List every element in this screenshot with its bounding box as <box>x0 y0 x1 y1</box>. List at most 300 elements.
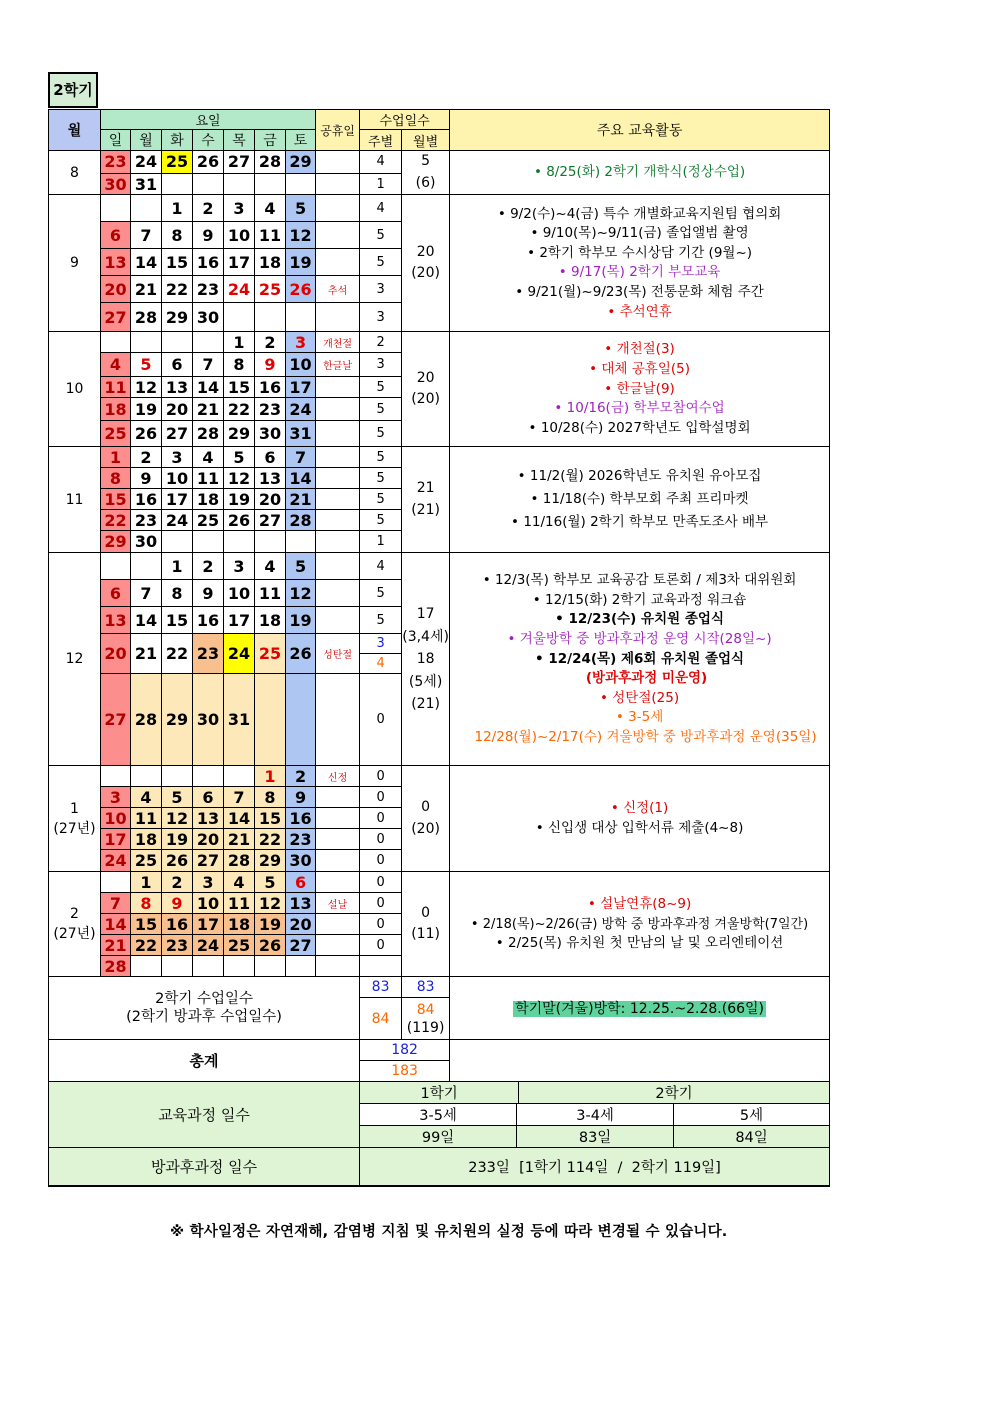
month-nov: 11 <box>49 447 101 553</box>
day-cell: 5 <box>255 872 286 893</box>
day-cell: 30 <box>101 173 131 195</box>
day-cell: 23 <box>193 276 224 303</box>
monthly-days-aug: 5 (6) <box>402 151 450 195</box>
day-cell: 9 <box>286 787 316 808</box>
holiday-label: 신정 <box>316 766 360 787</box>
day-cell: 16 <box>286 808 316 829</box>
day-cell: 26 <box>286 634 316 674</box>
day-cell: 9 <box>131 468 162 489</box>
activity-item: • 11/18(수) 학부모회 주최 프리마켓 <box>450 488 829 511</box>
activity-item: • 10/16(금) 학부모참여수업 <box>450 399 829 419</box>
header-tue: 화 <box>162 130 193 151</box>
header-weekday-group: 요일 <box>101 110 316 130</box>
day-cell: 20 <box>255 489 286 510</box>
day-cell: 8 <box>162 580 193 607</box>
day-cell: 21 <box>286 489 316 510</box>
day-cell: 7 <box>224 787 255 808</box>
weekly-days: 5 <box>360 222 402 249</box>
weekly-days: 4 <box>360 195 402 222</box>
day-cell: 15 <box>224 377 255 398</box>
day-cell: 7 <box>286 447 316 468</box>
day-cell: 1 <box>131 872 162 893</box>
day-cell: 12 <box>131 377 162 398</box>
weekly-days: 4 <box>360 553 402 580</box>
day-cell: 9 <box>162 893 193 914</box>
activity-item: • 9/21(월)~9/23(목) 전통문화 체험 주간 <box>450 283 829 303</box>
activity-item: • 개천절(3) <box>450 340 829 360</box>
day-cell: 4 <box>255 553 286 580</box>
day-cell: 3 <box>162 447 193 468</box>
monthly-days-feb: 0 (11) <box>402 872 450 977</box>
monthly-days-jan: 0 (20) <box>402 766 450 872</box>
day-cell: 2 <box>162 872 193 893</box>
day-cell: 22 <box>131 935 162 956</box>
day-cell: 8 <box>255 787 286 808</box>
weekly-days: 3 <box>360 303 402 332</box>
day-cell: 26 <box>131 421 162 447</box>
day-cell: 1 <box>101 447 131 468</box>
day-cell: 27 <box>162 421 193 447</box>
weekly-days: 1 <box>360 531 402 553</box>
day-cell: 16 <box>193 607 224 634</box>
day-cell: 26 <box>286 276 316 303</box>
weekly-days: 2 <box>360 332 402 353</box>
day-cell: 15 <box>162 249 193 276</box>
day-cell: 22 <box>162 634 193 674</box>
holiday-label: 추석 <box>316 276 360 303</box>
day-cell: 25 <box>131 850 162 872</box>
vacation-cell <box>450 977 830 1040</box>
total-b: 183 <box>360 1061 450 1082</box>
day-cell: 22 <box>224 398 255 421</box>
day-cell: 8 <box>101 468 131 489</box>
day-cell: 23 <box>162 935 193 956</box>
activity-item: • 겨울방학 중 방과후과정 운영 시작(28일~) <box>450 630 829 650</box>
day-cell: 22 <box>101 510 131 531</box>
weekly-days: 0 <box>360 914 402 935</box>
day-cell: 1 <box>162 553 193 580</box>
day-cell: 18 <box>101 398 131 421</box>
day-cell: 21 <box>131 276 162 303</box>
day-cell: 30 <box>193 674 224 766</box>
day-cell: 10 <box>224 222 255 249</box>
day-cell: 17 <box>224 249 255 276</box>
day-cell: 20 <box>101 634 131 674</box>
day-cell: 11 <box>131 808 162 829</box>
summary-monthly-a: 83 <box>402 977 450 998</box>
activities-feb <box>450 872 830 977</box>
curriculum-age3: 5세 <box>739 1108 764 1125</box>
day-cell: 17 <box>286 377 316 398</box>
curriculum-sem2: 2학기 <box>655 1086 693 1103</box>
activities-oct <box>450 332 830 447</box>
curriculum-days3: 84일 <box>735 1130 768 1147</box>
day-cell: 3 <box>224 195 255 222</box>
month-sep: 9 <box>49 195 101 332</box>
monthly-days-dec: 17 (3,4세) 18 (5세) (21) <box>402 553 450 766</box>
day-cell: 27 <box>224 151 255 174</box>
activity-item: (방과후과정 미운영) <box>585 670 708 687</box>
day-cell: 25 <box>193 510 224 531</box>
header-mon: 월 <box>131 130 162 151</box>
header-fri: 금 <box>255 130 286 151</box>
day-cell: 31 <box>224 674 255 766</box>
activity-item: • 설날연휴(8~9) <box>450 895 829 915</box>
day-cell: 30 <box>255 421 286 447</box>
day-cell: 11 <box>255 580 286 607</box>
holiday-label: 한글날 <box>316 353 360 377</box>
holiday-cell <box>316 151 360 174</box>
summary-label: 2학기 수업일수 (2학기 방과후 수업일수) <box>49 977 360 1040</box>
activity-item: • 11/16(월) 2학기 학부모 만족도조사 배부 <box>450 511 829 534</box>
header-activities: 주요 교육활동 <box>450 110 830 151</box>
academic-calendar-table <box>48 109 830 1187</box>
day-cell: 15 <box>131 914 162 935</box>
summary-weekly-b: 84 <box>360 998 402 1040</box>
day-cell: 29 <box>224 421 255 447</box>
day-cell: 5 <box>286 553 316 580</box>
day-cell: 19 <box>162 829 193 850</box>
header-sat: 토 <box>286 130 316 151</box>
day-cell: 7 <box>131 222 162 249</box>
activities-aug <box>450 151 830 195</box>
day-cell: 27 <box>193 850 224 872</box>
header-thu: 목 <box>224 130 255 151</box>
day-cell: 4 <box>193 447 224 468</box>
day-cell: 5 <box>286 195 316 222</box>
day-cell: 19 <box>286 249 316 276</box>
activity-item: • 추석연휴 <box>450 303 829 323</box>
day-cell: 21 <box>224 829 255 850</box>
weekly-days: 5 <box>360 421 402 447</box>
day-cell: 4 <box>224 872 255 893</box>
weekly-days: 3 <box>360 276 402 303</box>
day-cell: 28 <box>193 421 224 447</box>
curriculum-days1: 99일 <box>360 1126 517 1147</box>
day-cell: 8 <box>162 222 193 249</box>
day-cell: 18 <box>193 489 224 510</box>
day-cell: 11 <box>101 377 131 398</box>
day-cell: 26 <box>162 850 193 872</box>
day-cell: 26 <box>255 935 286 956</box>
weekly-days: 0 <box>360 850 402 872</box>
day-cell: 18 <box>255 607 286 634</box>
day-cell: 11 <box>255 222 286 249</box>
day-cell: 20 <box>286 914 316 935</box>
activities-dec <box>450 553 830 766</box>
curriculum-sem1: 1학기 <box>360 1082 519 1103</box>
day-cell: 28 <box>101 956 131 977</box>
day-cell: 9 <box>193 222 224 249</box>
activities-nov <box>450 447 830 553</box>
day-cell: 25 <box>224 935 255 956</box>
day-cell: 14 <box>286 468 316 489</box>
day-cell: 23 <box>193 634 224 674</box>
day-cell: 27 <box>101 303 131 332</box>
weekly-days: 5 <box>360 580 402 607</box>
day-cell: 22 <box>162 276 193 303</box>
day-cell: 6 <box>162 353 193 377</box>
day-cell: 8 <box>224 353 255 377</box>
footnote: ※ 학사일정은 자연재해, 감염병 지침 및 유치원의 실정 등에 따라 변경될 수 있습니다. <box>170 1224 728 1240</box>
day-cell: 17 <box>224 607 255 634</box>
day-cell: 28 <box>131 674 162 766</box>
day-cell: 25 <box>255 634 286 674</box>
day-cell: 17 <box>162 489 193 510</box>
day-cell: 6 <box>286 872 316 893</box>
day-cell: 1 <box>255 766 286 787</box>
month-feb: 2 (27년) <box>49 872 101 977</box>
day-cell: 20 <box>162 398 193 421</box>
weekly-days: 0 <box>360 872 402 893</box>
day-cell: 14 <box>101 914 131 935</box>
semester-tab: 2학기 <box>48 72 98 108</box>
day-cell: 10 <box>162 468 193 489</box>
activity-item: • 9/17(목) 2학기 부모교육 <box>450 263 829 283</box>
day-cell: 13 <box>286 893 316 914</box>
day-cell: 26 <box>193 151 224 174</box>
vacation-label: 학기말(겨울)방학: 12.25.~2.28.(66일) <box>515 1001 764 1018</box>
day-cell: 1 <box>162 195 193 222</box>
activity-item: • 11/2(월) 2026학년도 유치원 유아모집 <box>450 465 829 488</box>
curriculum-ages <box>360 1104 830 1126</box>
day-cell: 4 <box>255 195 286 222</box>
header-wed: 수 <box>193 130 224 151</box>
afterschool-label: 방과후과정 일수 <box>49 1148 360 1186</box>
day-cell: 12 <box>286 580 316 607</box>
day-cell: 21 <box>101 935 131 956</box>
day-cell: 10 <box>101 808 131 829</box>
day-cell: 2 <box>131 447 162 468</box>
summary-weekly-a: 83 <box>360 977 402 998</box>
month-jan: 1 (27년) <box>49 766 101 872</box>
activity-item: • 신정(1) <box>450 799 829 819</box>
day-cell: 24 <box>224 276 255 303</box>
day-cell: 1 <box>224 332 255 353</box>
monthly-days-nov: 21 (21) <box>402 447 450 553</box>
day-cell: 6 <box>193 787 224 808</box>
day-cell: 30 <box>193 303 224 332</box>
activity-item: • 12/24(목) 제6회 유치원 졸업식 <box>450 650 829 670</box>
activity-item: • 2학기 학부모 수시상담 기간 (9월~) <box>450 244 829 264</box>
activity-item: • 10/28(수) 2027학년도 입학설명회 <box>450 419 829 439</box>
activity-item: • 12/15(화) 2학기 교육과정 워크숍 <box>450 591 829 611</box>
day-cell: 19 <box>286 607 316 634</box>
day-cell: 25 <box>255 276 286 303</box>
day-cell: 24 <box>101 850 131 872</box>
activity-item: • 한글날(9) <box>450 380 829 400</box>
day-cell: 17 <box>101 829 131 850</box>
day-cell: 6 <box>255 447 286 468</box>
day-cell: 23 <box>101 151 131 174</box>
day-cell: 18 <box>224 914 255 935</box>
day-cell: 15 <box>255 808 286 829</box>
day-cell: 24 <box>162 510 193 531</box>
month-dec: 12 <box>49 553 101 766</box>
monthly-days-oct: 20 (20) <box>402 332 450 447</box>
activity-item: 12/28(월)~2/17(수) 겨울방학 중 방과후과정 운영(35일) <box>474 728 817 745</box>
day-cell: 4 <box>131 787 162 808</box>
day-cell: 28 <box>224 850 255 872</box>
header-sun: 일 <box>101 130 131 151</box>
month-aug: 8 <box>49 151 101 195</box>
day-cell: 29 <box>255 850 286 872</box>
header-monthly: 월별 <box>402 130 450 151</box>
day-cell: 29 <box>162 674 193 766</box>
activity-item: • 9/10(목)~9/11(금) 졸업앨범 촬영 <box>450 224 829 244</box>
activity-item: • 8/25(화) 2학기 개학식(정상수업) <box>450 163 829 183</box>
day-cell: 16 <box>193 249 224 276</box>
day-cell: 13 <box>193 808 224 829</box>
summary-monthly-b: 84 (119) <box>402 998 450 1040</box>
day-cell: 2 <box>255 332 286 353</box>
day-cell: 31 <box>286 421 316 447</box>
activity-item: • 신입생 대상 입학서류 제출(4~8) <box>450 819 829 839</box>
day-cell: 24 <box>286 398 316 421</box>
weekly-days: 5 <box>360 468 402 489</box>
weekly-days: 5 <box>360 398 402 421</box>
weekly-days: 5 <box>360 489 402 510</box>
day-cell: 21 <box>193 398 224 421</box>
day-cell: 6 <box>101 580 131 607</box>
day-cell: 16 <box>162 914 193 935</box>
weekly-days: 0 <box>360 935 402 956</box>
weekly-days: 1 <box>360 173 402 195</box>
day-cell: 24 <box>224 634 255 674</box>
day-cell: 10 <box>224 580 255 607</box>
curriculum-days <box>360 1126 830 1148</box>
day-cell: 14 <box>224 808 255 829</box>
day-cell: 16 <box>131 489 162 510</box>
activity-item: • 2/18(목)~2/26(금) 방학 중 방과후과정 겨울방학(7일간) <box>450 915 829 935</box>
day-cell: 26 <box>224 510 255 531</box>
weekly-days-split: 3 4 <box>360 634 402 674</box>
total-a: 182 <box>360 1040 450 1061</box>
day-cell: 24 <box>193 935 224 956</box>
day-cell: 22 <box>255 829 286 850</box>
holiday-label: 개천절 <box>316 332 360 353</box>
header-school-days: 수업일수 <box>360 110 450 130</box>
day-cell: 12 <box>224 468 255 489</box>
weekly-days: 5 <box>360 607 402 634</box>
day-cell: 28 <box>131 303 162 332</box>
day-cell: 5 <box>131 353 162 377</box>
day-cell: 28 <box>255 151 286 174</box>
day-cell: 30 <box>131 531 162 553</box>
curriculum-age1: 3-5세 <box>360 1104 517 1125</box>
holiday-label: 설날 <box>316 893 360 914</box>
day-cell: 8 <box>131 893 162 914</box>
day-cell: 3 <box>224 553 255 580</box>
header-month: 월 <box>49 110 101 151</box>
day-cell: 6 <box>101 222 131 249</box>
activity-item: • 2/25(목) 유치원 첫 만남의 날 및 오리엔테이션 <box>450 934 829 954</box>
day-cell: 2 <box>286 766 316 787</box>
weekly-days: 0 <box>360 766 402 787</box>
header-weekly: 주별 <box>360 130 402 151</box>
day-cell: 13 <box>101 249 131 276</box>
day-cell: 27 <box>101 674 131 766</box>
weekly-days: 0 <box>360 674 402 766</box>
day-cell: 15 <box>101 489 131 510</box>
day-cell: 7 <box>193 353 224 377</box>
day-cell: 12 <box>162 808 193 829</box>
day-cell: 5 <box>224 447 255 468</box>
day-cell: 23 <box>131 510 162 531</box>
month-oct: 10 <box>49 332 101 447</box>
activity-item: • 성탄절(25) <box>450 689 829 709</box>
curriculum-label: 교육과정 일수 <box>49 1082 360 1148</box>
day-cell: 7 <box>101 893 131 914</box>
curriculum-semesters <box>360 1082 830 1104</box>
day-cell: 20 <box>101 276 131 303</box>
activity-item: • 3-5세 <box>450 708 829 728</box>
day-cell: 24 <box>131 151 162 174</box>
day-cell: 13 <box>255 468 286 489</box>
weekly-days: 5 <box>360 447 402 468</box>
day-cell: 2 <box>193 553 224 580</box>
day-cell: 3 <box>193 872 224 893</box>
day-cell: 27 <box>255 510 286 531</box>
activity-item: • 9/2(수)~4(금) 특수 개별화교육지원팀 협의회 <box>450 205 829 225</box>
day-cell: 9 <box>193 580 224 607</box>
day-cell: 13 <box>162 377 193 398</box>
day-cell: 9 <box>255 353 286 377</box>
day-cell: 19 <box>224 489 255 510</box>
weekly-days: 3 <box>360 353 402 377</box>
weekly-days: 0 <box>360 829 402 850</box>
header-holiday: 공휴일 <box>316 110 360 151</box>
day-cell: 2 <box>193 195 224 222</box>
activity-item: • 12/3(목) 학부모 교육공감 토론회 / 제3차 대위원회 <box>450 571 829 591</box>
day-cell: 29 <box>101 531 131 553</box>
day-cell: 13 <box>101 607 131 634</box>
activities-jan <box>450 766 830 872</box>
day-cell: 12 <box>286 222 316 249</box>
day-cell: 25 <box>101 421 131 447</box>
activity-item: • 12/23(수) 유치원 종업식 <box>450 610 829 630</box>
day-cell: 10 <box>286 353 316 377</box>
holiday-label: 성탄절 <box>316 634 360 674</box>
day-cell: 16 <box>255 377 286 398</box>
day-cell: 14 <box>131 249 162 276</box>
day-cell: 23 <box>255 398 286 421</box>
afterschool-value: 233일 [1학기 114일 / 2학기 119일] <box>360 1148 830 1186</box>
day-cell: 7 <box>131 580 162 607</box>
total-label: 총계 <box>49 1040 360 1082</box>
day-cell: 18 <box>255 249 286 276</box>
day-cell: 10 <box>193 893 224 914</box>
curriculum-days2: 83일 <box>517 1126 674 1147</box>
day-cell: 20 <box>193 829 224 850</box>
day-cell: 14 <box>131 607 162 634</box>
weekly-days: 0 <box>360 787 402 808</box>
weekly-days: 5 <box>360 377 402 398</box>
day-cell: 14 <box>193 377 224 398</box>
day-cell: 18 <box>131 829 162 850</box>
weekly-days: 0 <box>360 808 402 829</box>
day-cell: 30 <box>286 850 316 872</box>
weekly-days: 5 <box>360 249 402 276</box>
day-cell: 17 <box>193 914 224 935</box>
weekly-days: 4 <box>360 151 402 174</box>
curriculum-age2: 3-4세 <box>517 1104 674 1125</box>
day-cell: 25 <box>162 151 193 174</box>
activities-sep <box>450 195 830 332</box>
day-cell: 15 <box>162 607 193 634</box>
day-cell: 3 <box>101 787 131 808</box>
day-cell: 3 <box>286 332 316 353</box>
